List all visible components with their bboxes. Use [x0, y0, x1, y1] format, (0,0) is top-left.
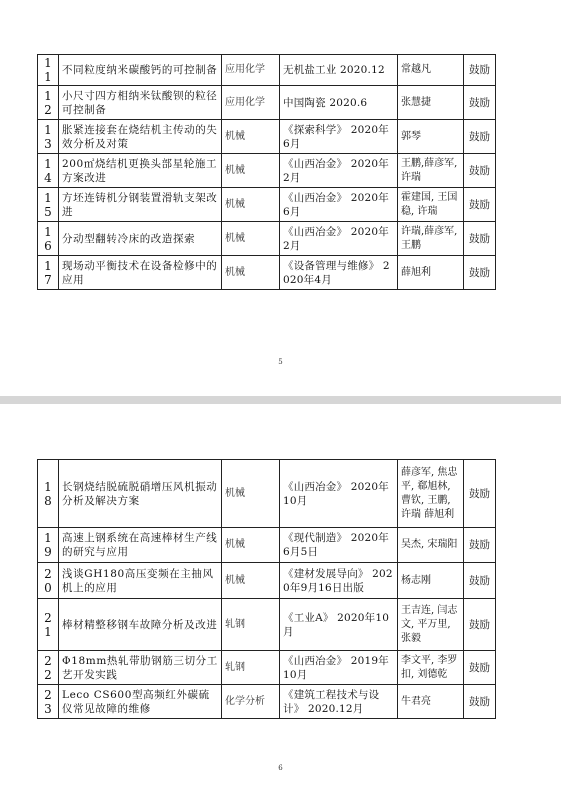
authors-cell: 许瑞,薛彦军,王鹏	[398, 222, 464, 256]
field-cell: 应用化学	[222, 55, 280, 86]
table-row	[38, 86, 496, 120]
field-cell: 机械	[222, 528, 280, 563]
authors-cell: 牛君亮	[398, 685, 464, 719]
row-number: 14	[38, 154, 59, 188]
publication-cell: 《山西冶金》 2020年6月	[280, 188, 398, 222]
field-cell: 机械	[222, 154, 280, 188]
table-row	[38, 563, 496, 599]
authors-cell: 常越凡	[398, 55, 464, 86]
publication-cell: 《现代制造》 2020年6月5日	[280, 528, 398, 563]
award-level: 鼓励	[464, 120, 496, 154]
publication-cell: 《山西冶金》 2019年10月	[280, 651, 398, 685]
table-row	[38, 222, 496, 256]
field-cell: 轧钢	[222, 651, 280, 685]
table-row	[38, 188, 496, 222]
paper-title: 胀紧连接套在烧结机主传动的失效分析及对策	[59, 120, 222, 154]
publication-cell: 无机盐工业 2020.12	[280, 55, 398, 86]
awards-table-page-1	[37, 54, 496, 290]
authors-cell: 王鹏,薛彦军,许瑞	[398, 154, 464, 188]
page-separator	[0, 396, 561, 404]
publication-cell: 《设备管理与维修》 2020年4月	[280, 256, 398, 290]
publication-cell: 《探索科学》 2020年6月	[280, 120, 398, 154]
table-row	[38, 55, 496, 86]
field-cell: 机械	[222, 188, 280, 222]
paper-title: 高速上钢系统在高速棒材生产线的研究与应用	[59, 528, 222, 563]
award-level: 鼓励	[464, 563, 496, 599]
field-cell: 化学分析	[222, 685, 280, 719]
authors-cell: 薛彦军, 焦忠平, 郗旭林, 曹钦, 王鹏, 许瑞 薛旭利	[398, 460, 464, 528]
authors-cell: 吴杰, 宋瑞阳	[398, 528, 464, 563]
publication-cell: 中国陶瓷 2020.6	[280, 86, 398, 120]
row-number: 11	[38, 55, 59, 86]
table-row	[38, 256, 496, 290]
paper-title: 浅谈GH180高压变频在主抽风机上的应用	[59, 563, 222, 599]
row-number: 13	[38, 120, 59, 154]
table-row	[38, 120, 496, 154]
paper-title: 现场动平衡技术在设备检修中的应用	[59, 256, 222, 290]
row-number: 20	[38, 563, 59, 599]
authors-cell: 郭琴	[398, 120, 464, 154]
field-cell: 机械	[222, 460, 280, 528]
award-level: 鼓励	[464, 528, 496, 563]
authors-cell: 薛旭利	[398, 256, 464, 290]
award-level: 鼓励	[464, 460, 496, 528]
award-level: 鼓励	[464, 86, 496, 120]
row-number: 21	[38, 599, 59, 651]
authors-cell: 王吉连, 闫志文, 平万里, 张毅	[398, 599, 464, 651]
authors-cell: 张慧捷	[398, 86, 464, 120]
field-cell: 机械	[222, 120, 280, 154]
paper-title: 方坯连铸机分钢装置滑轨支架改进	[59, 188, 222, 222]
award-level: 鼓励	[464, 188, 496, 222]
table-row	[38, 154, 496, 188]
paper-title: 棒材精整移钢车故障分析及改进	[59, 599, 222, 651]
paper-title: 200㎡烧结机更换头部星轮施工方案改进	[59, 154, 222, 188]
paper-title: 长钢烧结脱硫脱硝增压风机振动分析及解决方案	[59, 460, 222, 528]
row-number: 17	[38, 256, 59, 290]
page-number: 5	[278, 358, 283, 366]
field-cell: 应用化学	[222, 86, 280, 120]
row-number: 18	[38, 460, 59, 528]
authors-cell: 李文平, 李罗扣, 刘德乾	[398, 651, 464, 685]
document-page-1	[0, 0, 561, 396]
publication-cell: 《山西冶金》 2020年10月	[280, 460, 398, 528]
table-row	[38, 460, 496, 528]
table-row	[38, 651, 496, 685]
row-number: 16	[38, 222, 59, 256]
row-number: 22	[38, 651, 59, 685]
document-page-2	[0, 404, 561, 807]
field-cell: 机械	[222, 222, 280, 256]
award-level: 鼓励	[464, 685, 496, 719]
award-level: 鼓励	[464, 256, 496, 290]
table-row	[38, 528, 496, 563]
award-level: 鼓励	[464, 651, 496, 685]
authors-cell: 杨志刚	[398, 563, 464, 599]
field-cell: 轧钢	[222, 599, 280, 651]
table-row	[38, 685, 496, 719]
publication-cell: 《工业A》 2020年10月	[280, 599, 398, 651]
paper-title: 不同粒度纳米碳酸钙的可控制备	[59, 55, 222, 86]
publication-cell: 《山西冶金》 2020年2月	[280, 222, 398, 256]
field-cell: 机械	[222, 563, 280, 599]
publication-cell: 《山西冶金》 2020年2月	[280, 154, 398, 188]
authors-cell: 霍建国, 王国稳, 许瑞	[398, 188, 464, 222]
row-number: 15	[38, 188, 59, 222]
table-row	[38, 599, 496, 651]
page-number: 6	[278, 764, 283, 772]
award-level: 鼓励	[464, 599, 496, 651]
award-level: 鼓励	[464, 222, 496, 256]
paper-title: 分动型翻转冷床的改造探索	[59, 222, 222, 256]
publication-cell: 《建筑工程技术与设计》 2020.12月	[280, 685, 398, 719]
publication-cell: 《建材发展导向》 2020年9月16日出版	[280, 563, 398, 599]
field-cell: 机械	[222, 256, 280, 290]
paper-title: Leco CS600型高频红外碳硫仪常见故障的维修	[59, 685, 222, 719]
paper-title: Φ18mm热轧带肋钢筋三切分工艺开发实践	[59, 651, 222, 685]
award-level: 鼓励	[464, 55, 496, 86]
award-level: 鼓励	[464, 154, 496, 188]
row-number: 19	[38, 528, 59, 563]
row-number: 23	[38, 685, 59, 719]
paper-title: 小尺寸四方相纳米钛酸钡的粒径可控制备	[59, 86, 222, 120]
awards-table-page-2	[37, 459, 496, 719]
row-number: 12	[38, 86, 59, 120]
